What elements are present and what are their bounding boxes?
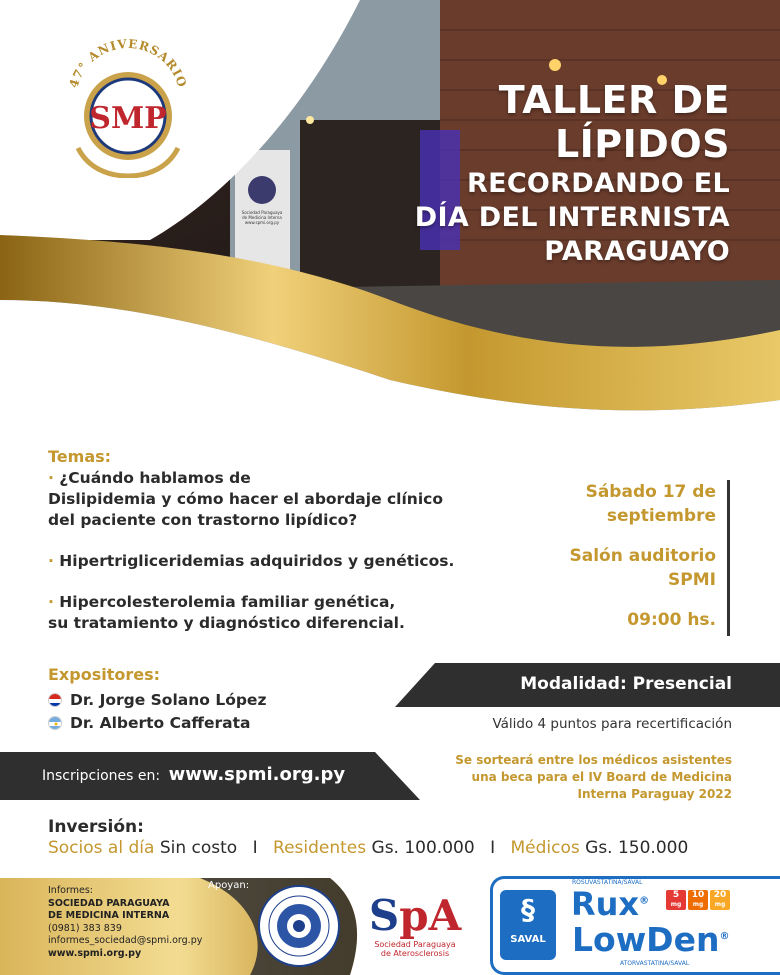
temas-heading: Temas: (48, 447, 112, 466)
inscripciones-url[interactable]: www.spmi.org.py (168, 764, 346, 785)
lowden-text: LowDen (572, 920, 720, 959)
raffle-line-3: Interna Paraguay 2022 (577, 787, 732, 801)
contact-info (48, 885, 202, 960)
subtitle-line-3: PARAGUAYO (544, 236, 730, 267)
price-category-medicos: Médicos (510, 838, 580, 858)
inscripciones-label: Inscripciones en: (42, 768, 161, 784)
contact-web[interactable]: www.spmi.org.py (48, 947, 142, 959)
lowden-subtitle: ATORVASTATINA/SAVAL (620, 960, 690, 967)
spa-logo-text: SpA (368, 891, 462, 940)
title-line-1: TALLER DE (498, 78, 730, 122)
subtitle-line-1: RECORDANDO EL (466, 168, 730, 199)
speaker-2-name: Dr. Alberto Cafferata (70, 714, 251, 732)
price-category-residentes: Residentes (273, 838, 367, 858)
title-line-2: LÍPIDOS (554, 122, 730, 166)
expositores-heading: Expositores: (48, 665, 161, 684)
event-info (496, 480, 716, 632)
speaker-2 (48, 714, 250, 732)
speaker-1 (48, 691, 266, 709)
rux-text: Rux (571, 885, 640, 923)
tema-3-line-2: su tratamiento y diagnóstico diferencial. (48, 614, 405, 632)
rux-brand (571, 885, 649, 923)
raffle-note (412, 752, 732, 803)
sign-url: www.spmi.org.py (244, 220, 280, 225)
raffle-line-2: una beca para el IV Board de Medicina (471, 770, 732, 784)
event-time: 09:00 hs. (627, 610, 716, 630)
event-place (496, 544, 716, 592)
anniversary-ring-text: 47° ANIVERSARIO (66, 36, 190, 90)
tema-1-line-3: del paciente con trastorno lipídico? (48, 511, 358, 529)
spa-caption-2: de Aterosclerosis (380, 949, 450, 958)
bullet: · (48, 469, 54, 487)
tema-1-line-2: Dislipidemia y cómo hacer el abordaje clínico (48, 490, 443, 508)
inscripciones (42, 764, 345, 785)
org-line-2: DE MEDICINA INTERNA (48, 910, 170, 921)
pricing-row (48, 838, 738, 858)
raffle-line-1: Se sorteará entre los médicos asistentes (455, 753, 732, 767)
date-line-2: septiembre (606, 506, 716, 526)
apoyan-label: Apoyan: (208, 880, 250, 891)
event-title (415, 78, 730, 268)
org-line-1: SOCIEDAD PARAGUAYA (48, 897, 170, 909)
rux-subtitle: ROSUVASTATINA/SAVAL (572, 879, 643, 886)
tema-item-1 (48, 468, 518, 531)
price-value-medicos: Gs. 150.000 (585, 838, 689, 858)
informes-label: Informes: (48, 885, 93, 896)
dose-badge: 20 mg (710, 890, 730, 910)
tema-item-2 (48, 551, 518, 572)
dose-badge: 5 mg (666, 890, 686, 910)
temas-list (48, 468, 518, 654)
recertification-note: Válido 4 puntos para recertificación (492, 716, 732, 732)
tema-2-text: Hipertrigliceridemias adquiridos y genéticos. (59, 552, 455, 570)
argentina-flag-icon (48, 716, 62, 730)
place-line-1: Salón auditorio (569, 546, 716, 566)
speaker-1-name: Dr. Jorge Solano López (70, 691, 267, 709)
separator: I (252, 838, 258, 858)
lowden-brand (572, 920, 729, 959)
spa-sponsor-logo (355, 892, 475, 970)
contact-phone[interactable]: (0981) 383 839 (48, 922, 122, 934)
saval-icon: § (521, 893, 535, 926)
paraguay-flag-icon (48, 693, 62, 707)
photo-sign (237, 210, 287, 225)
sign-line-2: de Medicina Interna (242, 215, 282, 220)
spmi-seal-icon (258, 885, 340, 967)
contact-email[interactable]: informes_sociedad@spmi.org.py (48, 935, 203, 946)
dose-badge: 10 mg (688, 890, 708, 910)
subtitle-line-2: DÍA DEL INTERNISTA (414, 202, 730, 233)
inversion-heading: Inversión: (48, 817, 144, 837)
separator: I (490, 838, 496, 858)
registered-mark: ® (719, 931, 730, 942)
tema-item-3 (48, 592, 518, 634)
saval-text: SAVAL (510, 934, 546, 945)
rux-doses (666, 890, 732, 910)
price-category-socios: Socios al día (48, 838, 155, 858)
sign-line-1: Sociedad Paraguaya (241, 210, 283, 215)
saval-logo (500, 890, 556, 960)
price-value-residentes: Gs. 100.000 (371, 838, 475, 858)
price-value-socios: Sin costo (159, 838, 238, 858)
spa-caption-1: Sociedad Paraguaya (374, 940, 456, 949)
bullet: · (48, 552, 54, 570)
logo-monogram: SMP (89, 101, 167, 136)
tema-1-line-1: ¿Cuándo hablamos de (59, 469, 251, 487)
event-date (496, 480, 716, 528)
registered-mark: ® (639, 895, 650, 907)
date-line-1: Sábado 17 de (585, 482, 716, 502)
place-line-2: SPMI (668, 570, 716, 590)
spmi-anniversary-logo (48, 18, 208, 178)
tema-3-line-1: Hipercolesterolemia familiar genética, (59, 593, 396, 611)
modalidad-text: Modalidad: Presencial (520, 674, 732, 694)
bullet: · (48, 593, 54, 611)
event-divider (727, 480, 730, 636)
